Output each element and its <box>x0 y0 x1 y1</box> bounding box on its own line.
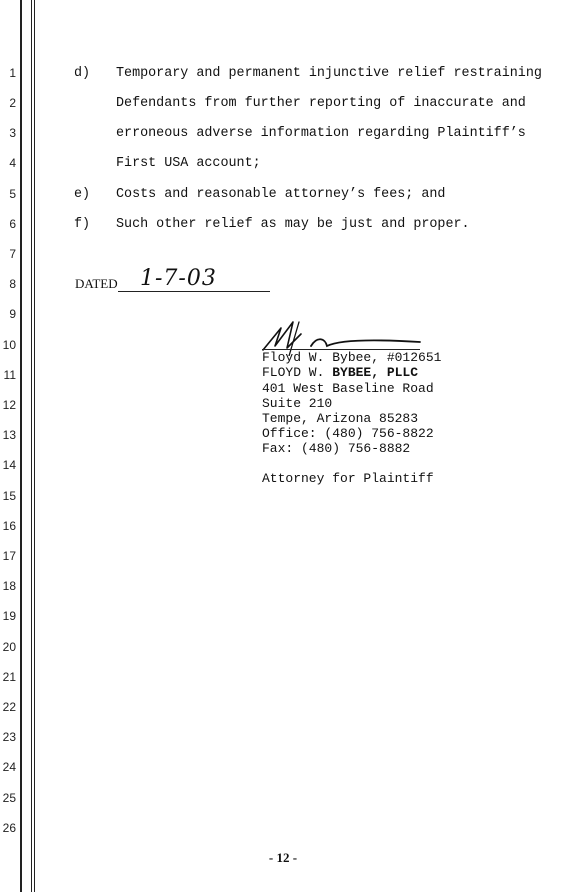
line-number: 26 <box>2 821 16 835</box>
line-number: 20 <box>2 640 16 654</box>
item-text-line: First USA account; <box>116 156 261 171</box>
line-number: 14 <box>2 458 16 472</box>
line-number: 11 <box>3 368 16 382</box>
fax-number: Fax: (480) 756-8882 <box>262 441 411 456</box>
line-number: 6 <box>9 217 16 231</box>
line-number: 18 <box>2 579 16 593</box>
item-text-line: Temporary and permanent injunctive relief restraining <box>116 66 542 81</box>
line-number: 15 <box>2 489 16 503</box>
line-number: 24 <box>2 760 16 774</box>
margin-rule-right-1 <box>31 0 32 892</box>
line-number: 4 <box>9 156 16 170</box>
attorney-role: Attorney for Plaintiff <box>262 471 434 486</box>
date-underline <box>118 291 270 292</box>
line-number: 3 <box>9 126 16 140</box>
address-line: Tempe, Arizona 85283 <box>262 411 419 426</box>
line-number: 10 <box>2 338 16 352</box>
margin-rule-left <box>20 0 22 892</box>
address-line: 401 West Baseline Road <box>262 381 434 396</box>
handwritten-date: 1-7-03 <box>140 266 217 291</box>
line-number: 21 <box>2 670 16 684</box>
item-text-line: Defendants from further reporting of inaccurate and <box>116 96 526 111</box>
item-marker: d) <box>74 66 91 81</box>
item-text-line: Such other relief as may be just and proper. <box>116 217 470 232</box>
line-number: 23 <box>2 730 16 744</box>
address-line: Suite 210 <box>262 396 333 411</box>
line-number: 25 <box>2 791 16 805</box>
page-number: - 12 - <box>268 850 298 865</box>
item-marker: e) <box>74 187 91 202</box>
line-number: 8 <box>9 277 16 291</box>
line-number: 5 <box>9 187 16 201</box>
line-number: 12 <box>2 398 16 412</box>
line-number: 7 <box>9 247 16 261</box>
line-number: 19 <box>2 609 16 623</box>
line-number: 16 <box>2 519 16 533</box>
line-number: 2 <box>9 96 16 110</box>
line-number: 22 <box>2 700 16 714</box>
item-text-line: erroneous adverse information regarding Plaintiff’s <box>116 126 526 141</box>
office-phone: Office: (480) 756-8822 <box>262 426 434 441</box>
item-marker: f) <box>74 217 91 232</box>
firm-name: FLOYD W. BYBEE, PLLC <box>262 365 419 380</box>
line-number: 9 <box>9 307 16 321</box>
line-number: 13 <box>2 428 16 442</box>
dated-label: DATED <box>75 276 118 291</box>
line-number: 1 <box>9 66 16 80</box>
signer-name: Floyd W. Bybee, #012651 <box>262 350 442 365</box>
line-number: 17 <box>2 549 16 563</box>
item-text-line: Costs and reasonable attorney’s fees; and <box>116 187 446 202</box>
margin-rule-right-2 <box>34 0 35 892</box>
